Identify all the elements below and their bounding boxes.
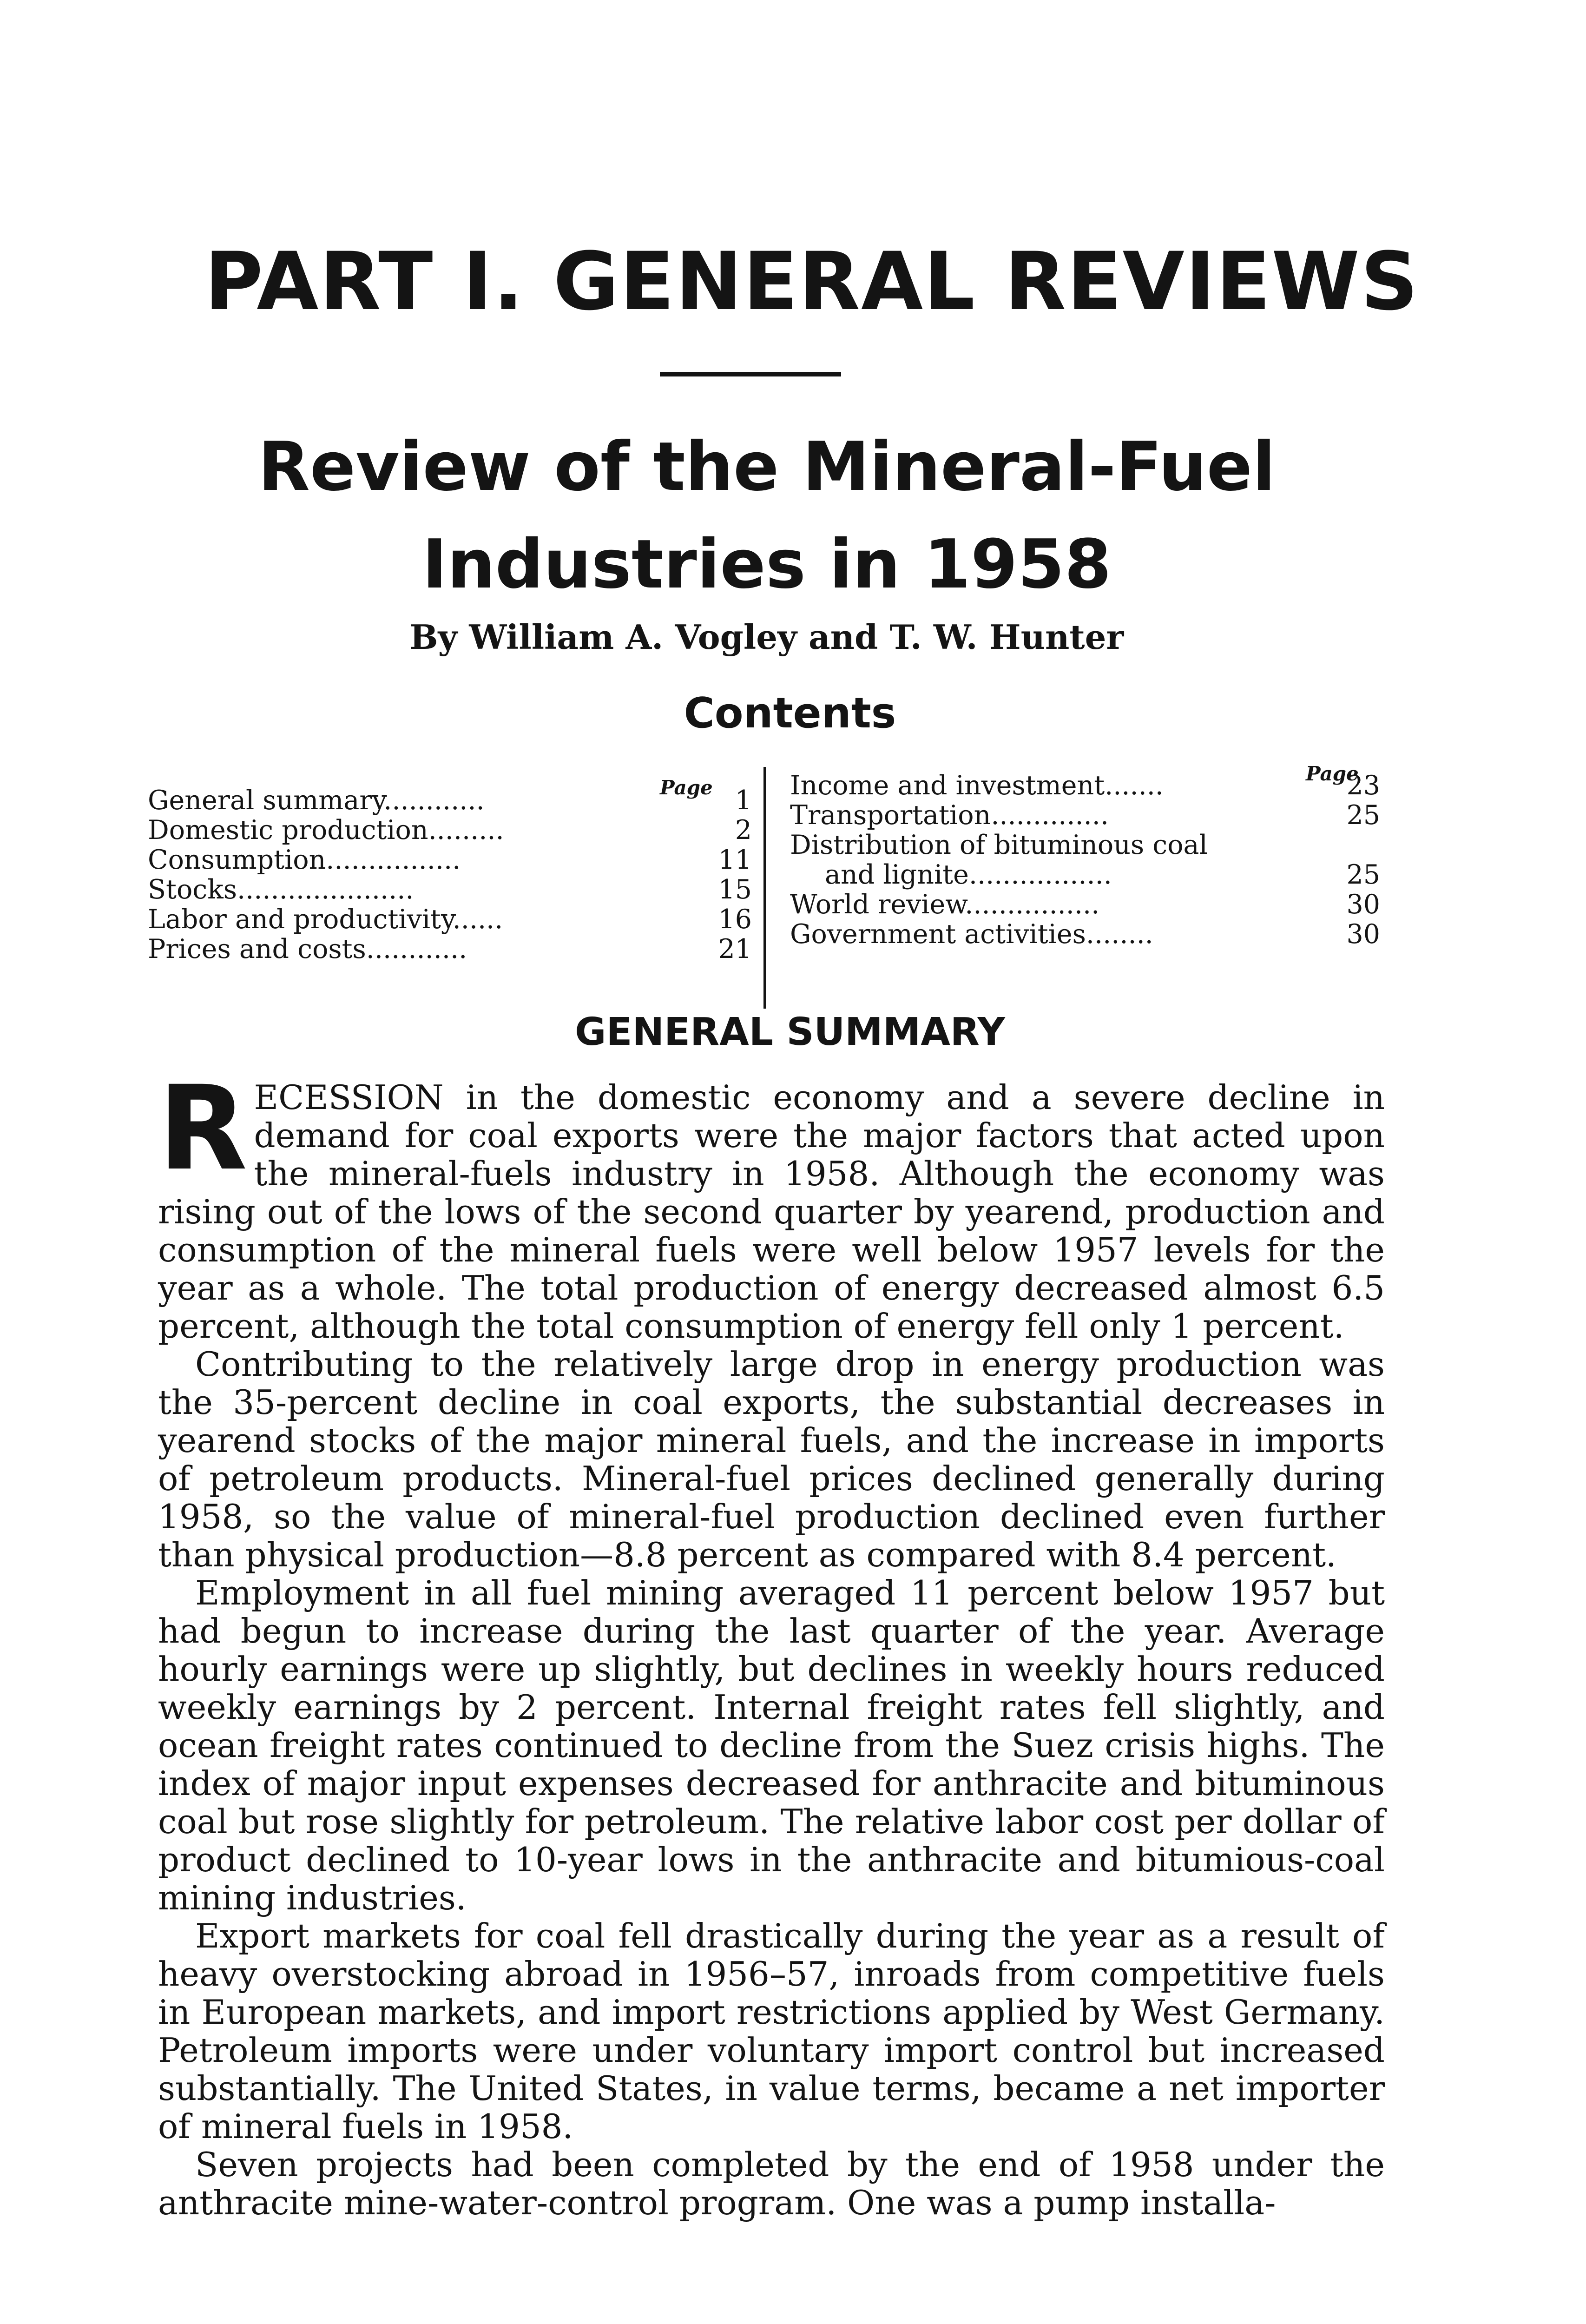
toc-entry: [790, 800, 1380, 830]
toc-entry-page: 1: [735, 785, 752, 816]
paragraph: [158, 1061, 1385, 1346]
toc-entry: [790, 890, 1380, 919]
toc-entry-label: World review................: [790, 889, 1100, 920]
toc-entry: [790, 860, 1380, 890]
toc-entry: [148, 934, 752, 964]
toc-entry-label: Distribution of bituminous coal: [790, 830, 1208, 860]
toc-entry-page: 11: [718, 845, 752, 875]
paragraph: Export markets for coal fell drastically during the year as a result of heavy overstocking abroad in 1956–57, inroads from competitive fuels in European markets, and import restrictions applied by West Germany. Petroleum imports were under voluntary import control but increased substantially. The United States, in value terms, became a net importer of mineral fuels in 1958.: [158, 1916, 1385, 2146]
toc-entry-label: Domestic production.........: [148, 815, 504, 845]
toc-entry-label: Labor and productivity......: [148, 904, 503, 935]
paragraph-text: ECESSION in the domestic economy and a severe decline in demand for coal exports were the major factors that acted upon the mineral-fuels industry in 1958. Although the economy was rising out of the lows of the second quarter by yearend, production and consumption of the mineral fuels were well below 1957 levels for the year as a whole. The total production of energy decreased almost 6.5 percent, although the total consumption of energy fell only 1 percent.: [158, 1078, 1385, 1346]
toc-entry-label: Prices and costs............: [148, 934, 467, 964]
toc-entry-label: and lignite.................: [825, 859, 1112, 890]
toc-entry-page: 30: [1346, 889, 1380, 920]
toc-entry-page: 25: [1346, 859, 1380, 890]
toc-entry-page: 21: [718, 934, 752, 964]
toc-entry: [790, 919, 1380, 949]
byline: By William A. Vogley and T. W. Hunter: [409, 617, 1124, 657]
toc-entry-page: 23: [1346, 770, 1380, 801]
toc-page-heading-right: Page: [1306, 762, 1359, 785]
paragraph: Employment in all fuel mining averaged 11 percent below 1957 but had begun to increase during the last quarter of the year. Average hourly earnings were up slightly, but declines in weekly hours reduced weekly earnings by 2 percent. Internal freight rates fell slightly, and ocean freight rates continued to decline from the Suez crisis highs. The index of major input expenses decreased for anthracite and bituminous coal but rose slightly for petroleum. The relative labor cost per dollar of product declined to 10-year lows in the anthracite and bitumious-coal mining industries.: [158, 1573, 1385, 1917]
toc-entry-label: General summary............: [148, 785, 485, 816]
toc-entry-label: Consumption................: [148, 845, 461, 875]
toc-entry-page: 15: [718, 874, 752, 905]
toc-entry-page: 16: [718, 904, 752, 935]
toc-entry: [790, 771, 1380, 800]
toc-page-heading-left: Page: [660, 776, 713, 799]
toc-entry: [790, 830, 1380, 860]
part-title: PART I. GENERAL REVIEWS: [204, 235, 1419, 328]
contents-heading: Contents: [684, 689, 896, 738]
toc-divider: [763, 767, 766, 1009]
paragraph: Contributing to the relatively large drop in energy production was the 35-percent decline in coal exports, the substantial decreases in yearend stocks of the major mineral fuels, and the increase in imports of petroleum products. Mineral-fuel prices declined generally during 1958, so the value of mineral-fuel production declined even further than physical production—8.8 percent as compared with 8.4 percent.: [158, 1345, 1385, 1574]
toc-entry-label: Transportation..............: [790, 800, 1109, 831]
toc-entry: [148, 875, 752, 905]
drop-cap: R: [158, 1061, 248, 1196]
toc-entry: [148, 815, 752, 845]
toc-entry-page: 2: [735, 815, 752, 845]
toc-entry: [148, 905, 752, 934]
toc-entry-label: Income and investment.......: [790, 770, 1164, 801]
body-text: [158, 1061, 1385, 2222]
toc-entry-page: 25: [1346, 800, 1380, 831]
toc-right-column: [790, 771, 1380, 949]
toc-left-column: [148, 786, 752, 964]
title-rule: [660, 372, 841, 376]
toc-entry: [148, 786, 752, 815]
section-heading: GENERAL SUMMARY: [575, 1010, 1005, 1054]
toc-entry: [148, 845, 752, 875]
toc-entry-label: Government activities........: [790, 919, 1153, 950]
article-title: Review of the Mineral-Fuel Industries in 1958: [258, 428, 1276, 604]
paragraph: Seven projects had been completed by the end of 1958 under the anthracite mine-water-control program. One was a pump installa-: [158, 2145, 1385, 2222]
toc-entry-label: Stocks.....................: [148, 874, 414, 905]
toc-entry-page: 30: [1346, 919, 1380, 950]
